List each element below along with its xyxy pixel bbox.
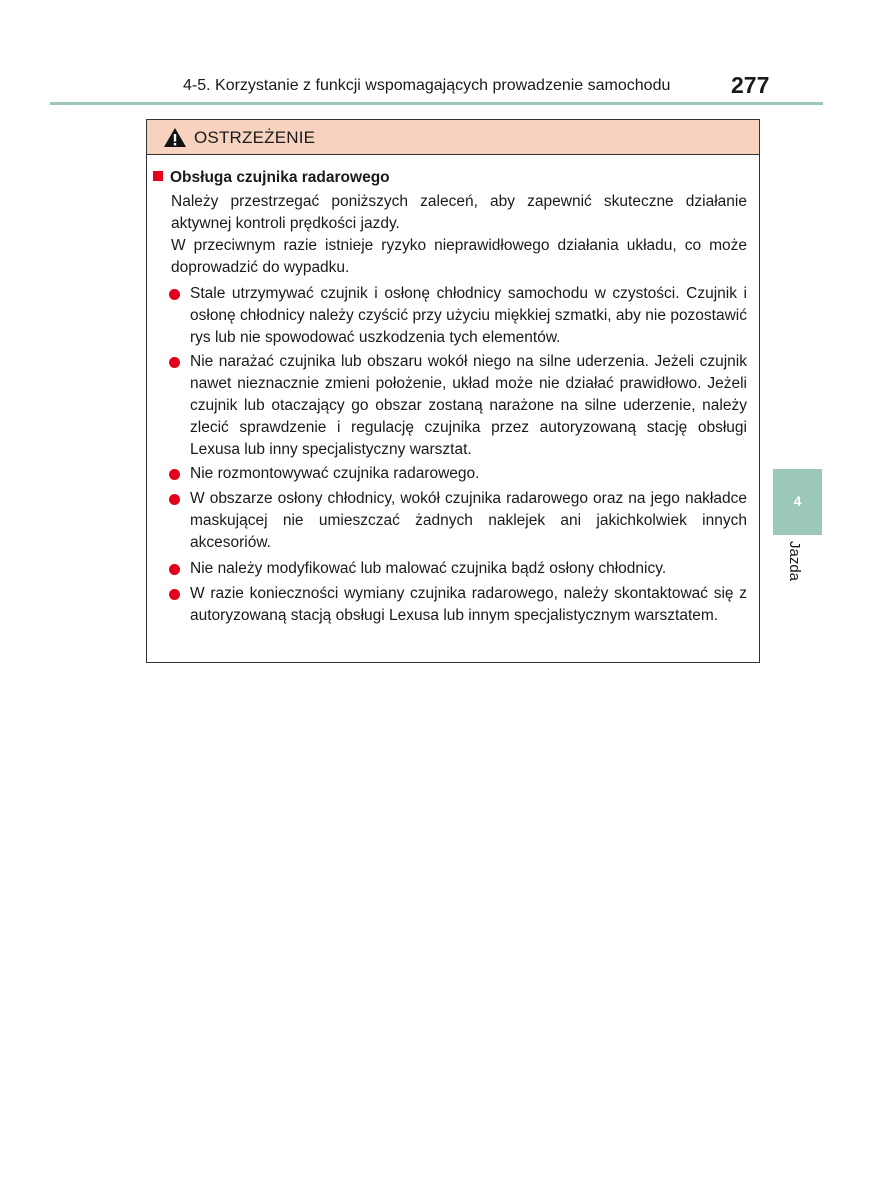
bullet-item: [169, 283, 747, 349]
chapter-title: 4-5. Korzystanie z funkcji wspomagających prowadzenie samochodu: [183, 77, 671, 94]
bullet-dot-icon: [169, 289, 180, 300]
side-tab-number: 4: [793, 493, 802, 509]
page-number: 277: [731, 72, 770, 98]
bullet-text: Nie narażać czujnika lub obszaru wokół niego na silne uderzenia. Jeżeli czujnik nawet nieznacznie zmieni położenie, układ może nie działać prawidłowo. Jeżeli czujnik lub otaczający go obszar zostaną narażone na silne uderzenie, należy zlecić sprawdzenie i regulację czujnika przez autoryzowaną stację obsługi Lexusa lub inny specjalistyczny warsztat.: [190, 353, 747, 458]
bullet-text: Nie należy modyfikować lub malować czujnika bądź osłony chłodnicy.: [190, 560, 667, 577]
bullet-dot-icon: [169, 564, 180, 575]
section-square-icon: [153, 171, 163, 181]
bullet-dot-icon: [169, 589, 180, 600]
side-tab: [773, 469, 822, 535]
bullet-dot-icon: [169, 494, 180, 505]
bullet-text: W razie konieczności wymiany czujnika radarowego, należy skontaktować się z autoryzowaną stacją obsługi Lexusa lub innym specjalistycznym warsztatem.: [190, 585, 747, 624]
warning-triangle-icon: [163, 127, 187, 148]
bullet-item: [169, 488, 747, 554]
bullet-item: [169, 583, 747, 627]
bullet-text: W obszarze osłony chłodnicy, wokół czujnika radarowego oraz na jego nakładce maskującej nie umieszczać żadnych naklejek ani jakichkolwiek innych akcesoriów.: [190, 490, 747, 551]
warning-header: [147, 120, 759, 155]
bullet-item: [169, 463, 747, 485]
warning-title: OSTRZEŻENIE: [194, 128, 316, 147]
section-heading: [153, 169, 390, 187]
bullet-text: Nie rozmontowywać czujnika radarowego.: [190, 465, 480, 482]
bullet-item: [169, 351, 747, 461]
bullet-item: [169, 558, 747, 580]
bullet-text: Stale utrzymywać czujnik i osłonę chłodnicy samochodu w czystości. Czujnik i osłonę chłodnicy należy czyścić przy użyciu miękkiej szmatki, aby nie pozostawić rys lub nie spowodować uszkodzenia tych elementów.: [190, 285, 747, 346]
bullet-dot-icon: [169, 357, 180, 368]
side-tab-label: Jazda: [786, 541, 803, 582]
section-heading-text: Obsługa czujnika radarowego: [170, 169, 390, 186]
intro-paragraph-1: Należy przestrzegać poniższych zaleceń, aby zapewnić skuteczne działanie aktywnej kontroli prędkości jazdy.: [171, 193, 747, 232]
intro-paragraph-2: W przeciwnym razie istnieje ryzyko nieprawidłowego działania układu, co może doprowadzić do wypadku.: [171, 237, 747, 276]
header-rule: [50, 102, 823, 105]
warning-box: [146, 119, 760, 663]
bullet-dot-icon: [169, 469, 180, 480]
